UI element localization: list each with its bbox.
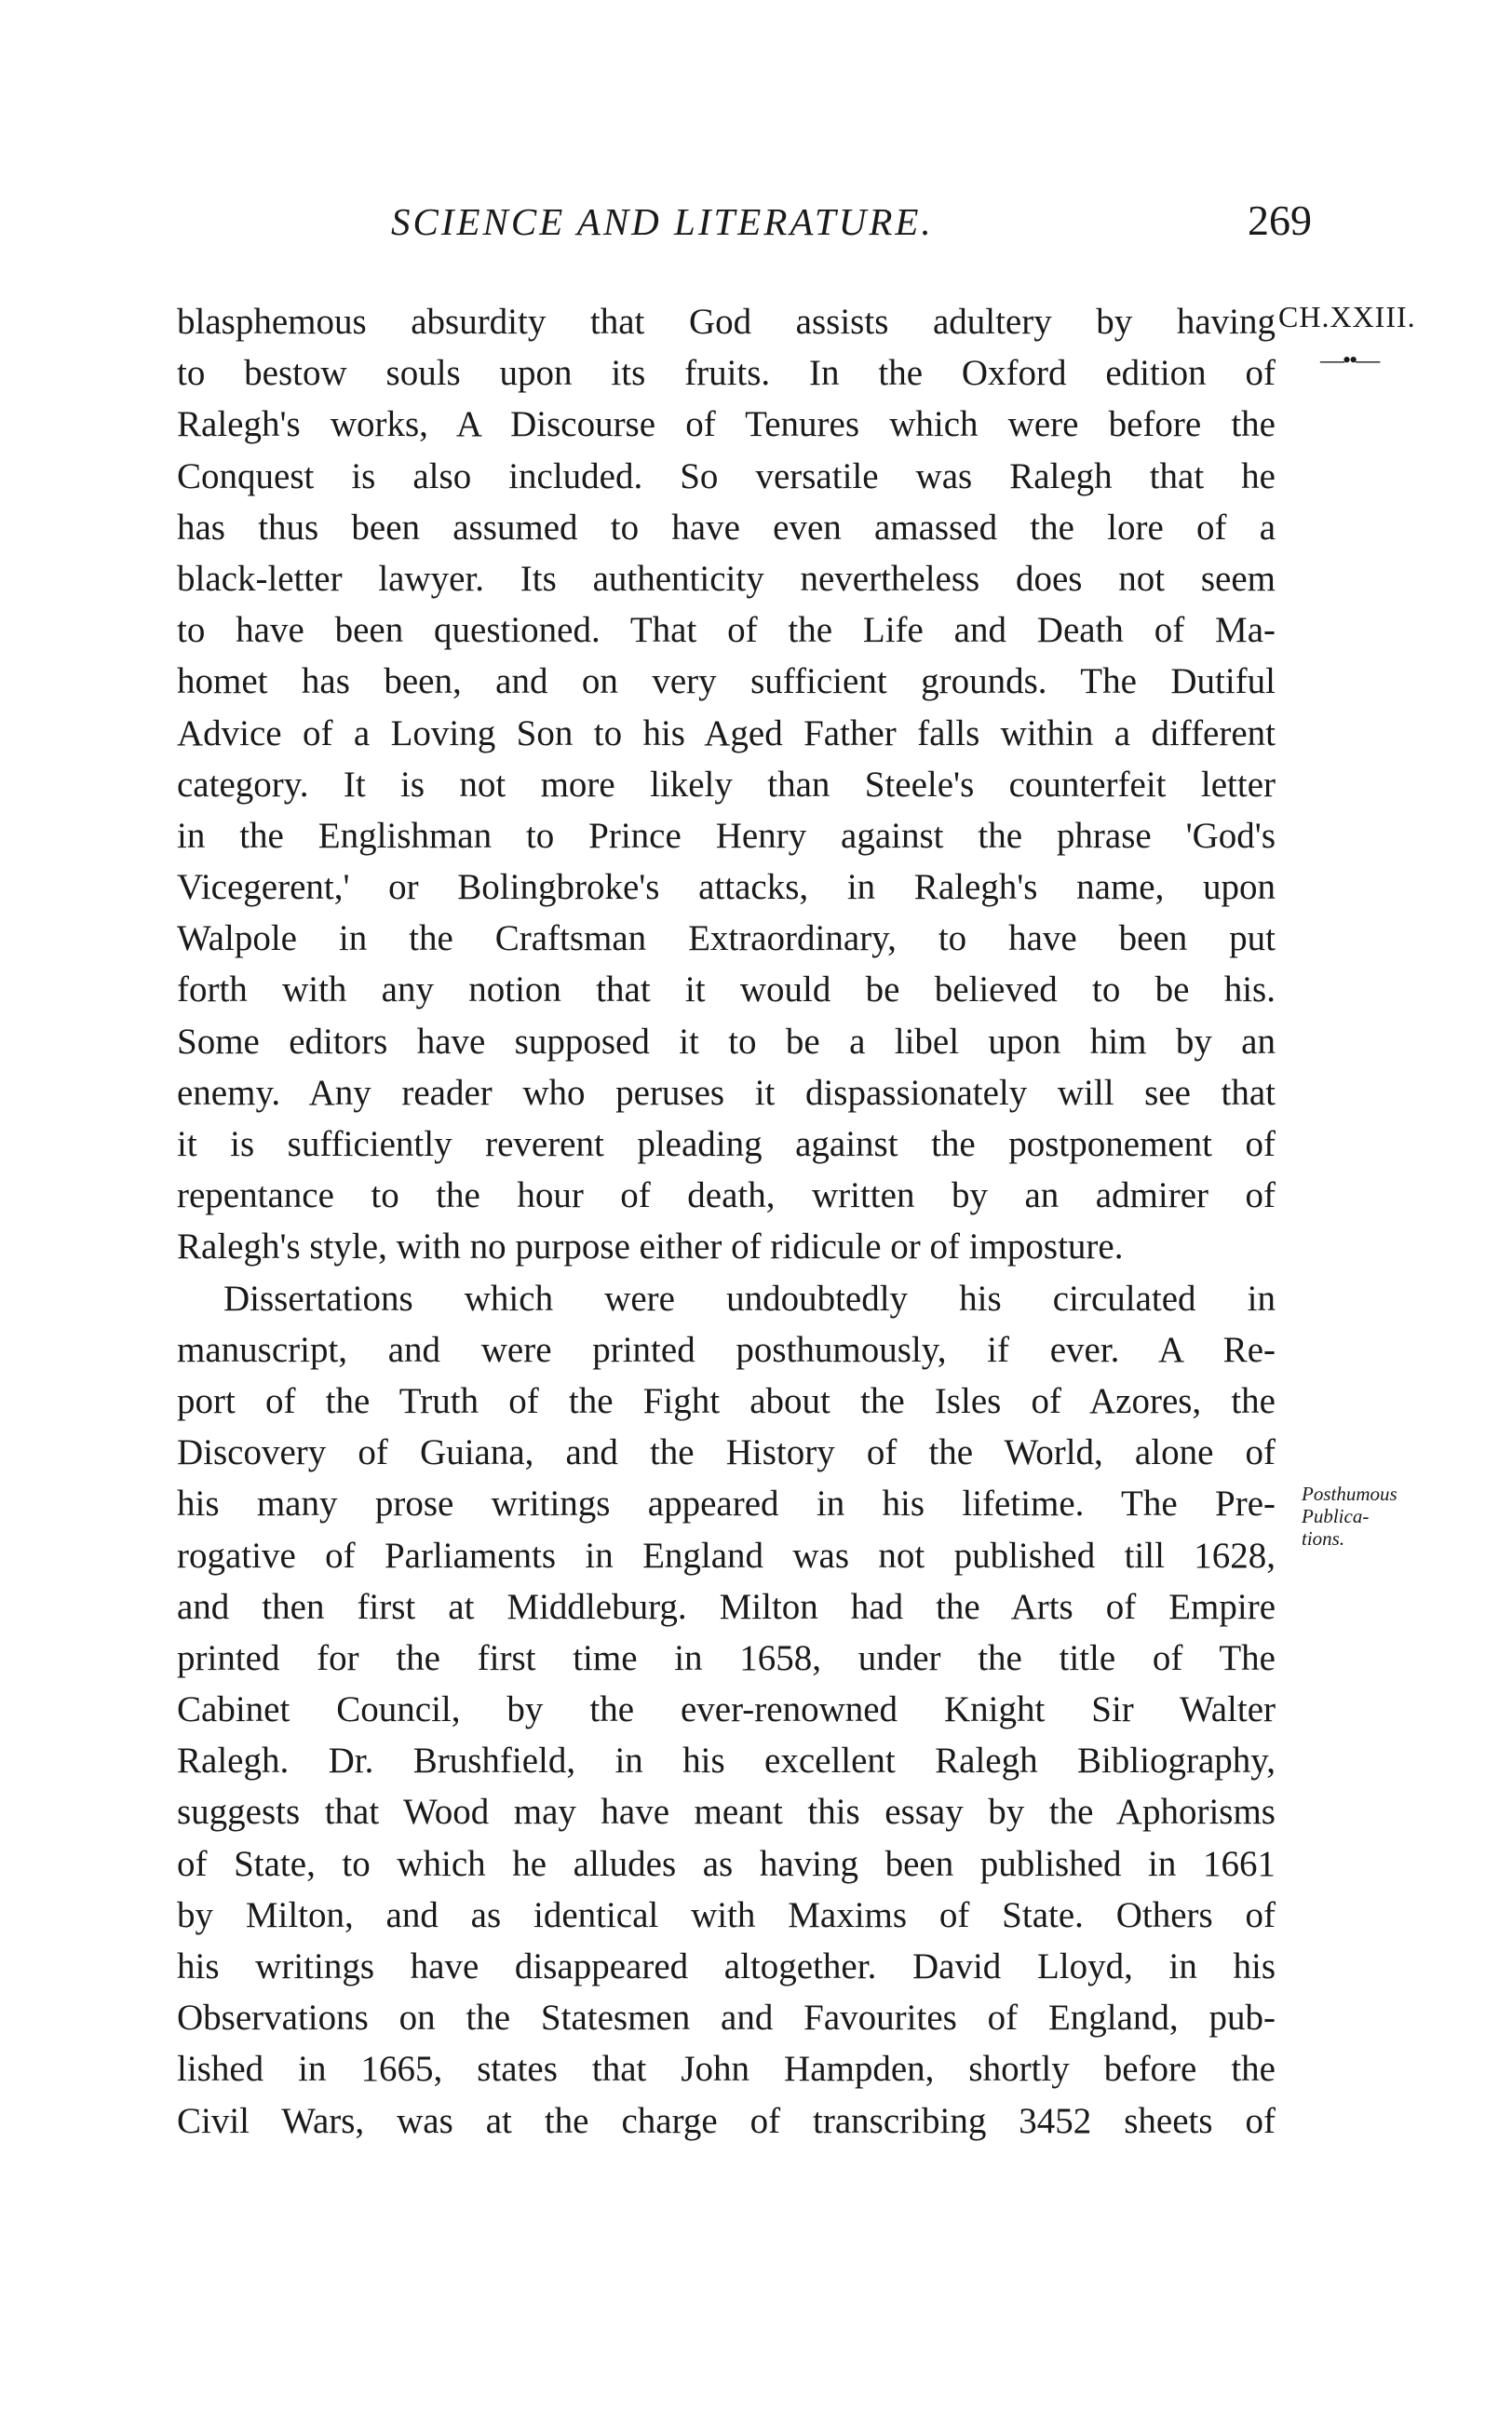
text-line: Ralegh's works, A Discourse of Tenures which were before the bbox=[177, 404, 1276, 445]
ornament-rule: —••— bbox=[1320, 346, 1379, 373]
text-line: Conquest is also included. So versatile was Ralegh that he bbox=[177, 455, 1276, 496]
text-line: Cabinet Council, by the ever-renowned Knight Sir Walter bbox=[177, 1689, 1276, 1730]
text-line: category. It is not more likely than Steele's counterfeit letter bbox=[177, 764, 1276, 805]
text-line: forth with any notion that it would be believed to be his. bbox=[177, 969, 1276, 1010]
side-note-line: tions. bbox=[1302, 1527, 1345, 1550]
text-line: repentance to the hour of death, written by an admirer of bbox=[177, 1175, 1276, 1216]
running-title: SCIENCE AND LITERATURE. bbox=[391, 200, 934, 243]
text-line: Vicegerent,' or Bolingbroke's attacks, in Ralegh's name, upon bbox=[177, 867, 1276, 908]
text-line: Discovery of Guiana, and the History of the World, alone of bbox=[177, 1432, 1276, 1473]
text-line: to bestow souls upon its fruits. In the Oxford edition of bbox=[177, 353, 1276, 394]
text-line: Observations on the Statesmen and Favourites of England, pub- bbox=[177, 1998, 1276, 2039]
text-line: Some editors have supposed it to be a libel upon him by an bbox=[177, 1021, 1276, 1062]
text-line: port of the Truth of the Fight about the Isles of Azores, the bbox=[177, 1380, 1276, 1421]
text-line: rogative of Parliaments in England was not published till 1628, bbox=[177, 1535, 1276, 1576]
running-head bbox=[177, 197, 1312, 255]
text-line: suggests that Wood may have meant this essay by the Aphorisms bbox=[177, 1792, 1276, 1833]
text-line: black-letter lawyer. Its authenticity nevertheless does not seem bbox=[177, 558, 1276, 599]
text-line: and then first at Middleburg. Milton had the Arts of Empire bbox=[177, 1586, 1276, 1627]
text-line: Dissertations which were undoubtedly his circulated in bbox=[223, 1278, 1276, 1319]
text-line: his many prose writings appeared in his lifetime. The Pre- bbox=[177, 1484, 1276, 1525]
text-line: Civil Wars, was at the charge of transcribing 3452 sheets of bbox=[177, 2100, 1276, 2141]
text-line: by Milton, and as identical with Maxims of State. Others of bbox=[177, 1894, 1276, 1935]
text-line: to have been questioned. That of the Life and Death of Ma- bbox=[177, 610, 1276, 651]
text-line: homet has been, and on very sufficient grounds. The Dutiful bbox=[177, 661, 1276, 702]
side-note-line: Publica- bbox=[1302, 1505, 1370, 1527]
text-line: Ralegh. Dr. Brushfield, in his excellent Ralegh Bibliography, bbox=[177, 1741, 1276, 1782]
text-line: lished in 1665, states that John Hampden, shortly before the bbox=[177, 2049, 1276, 2090]
side-note-line: Posthumous bbox=[1302, 1483, 1397, 1505]
text-line: Advice of a Loving Son to his Aged Father falls within a different bbox=[177, 712, 1276, 753]
body-text bbox=[177, 296, 1276, 2147]
text-line: Ralegh's style, with no purpose either of ridicule or of imposture. bbox=[177, 1227, 1124, 1268]
text-line: of State, to which he alludes as having been published in 1661 bbox=[177, 1843, 1276, 1884]
side-note bbox=[1302, 1483, 1397, 1550]
text-line: it is sufficiently reverent pleading against the postponement of bbox=[177, 1124, 1276, 1164]
page-number: 269 bbox=[1248, 197, 1312, 244]
chapter-marker: CH.XXIII. bbox=[1278, 300, 1416, 333]
text-line: has thus been assumed to have even amassed the lore of a bbox=[177, 507, 1276, 548]
text-line: manuscript, and were printed posthumously, if ever. A Re- bbox=[177, 1329, 1276, 1370]
text-line: in the Englishman to Prince Henry against the phrase 'God's bbox=[177, 815, 1276, 856]
text-line: enemy. Any reader who peruses it dispassionately will see that bbox=[177, 1072, 1276, 1113]
text-line: blasphemous absurdity that God assists adultery by having bbox=[177, 302, 1276, 342]
text-line: Walpole in the Craftsman Extraordinary, to have been put bbox=[177, 918, 1276, 959]
text-line: printed for the first time in 1658, under the title of The bbox=[177, 1637, 1276, 1678]
text-line: his writings have disappeared altogether. David Lloyd, in his bbox=[177, 1946, 1276, 1986]
